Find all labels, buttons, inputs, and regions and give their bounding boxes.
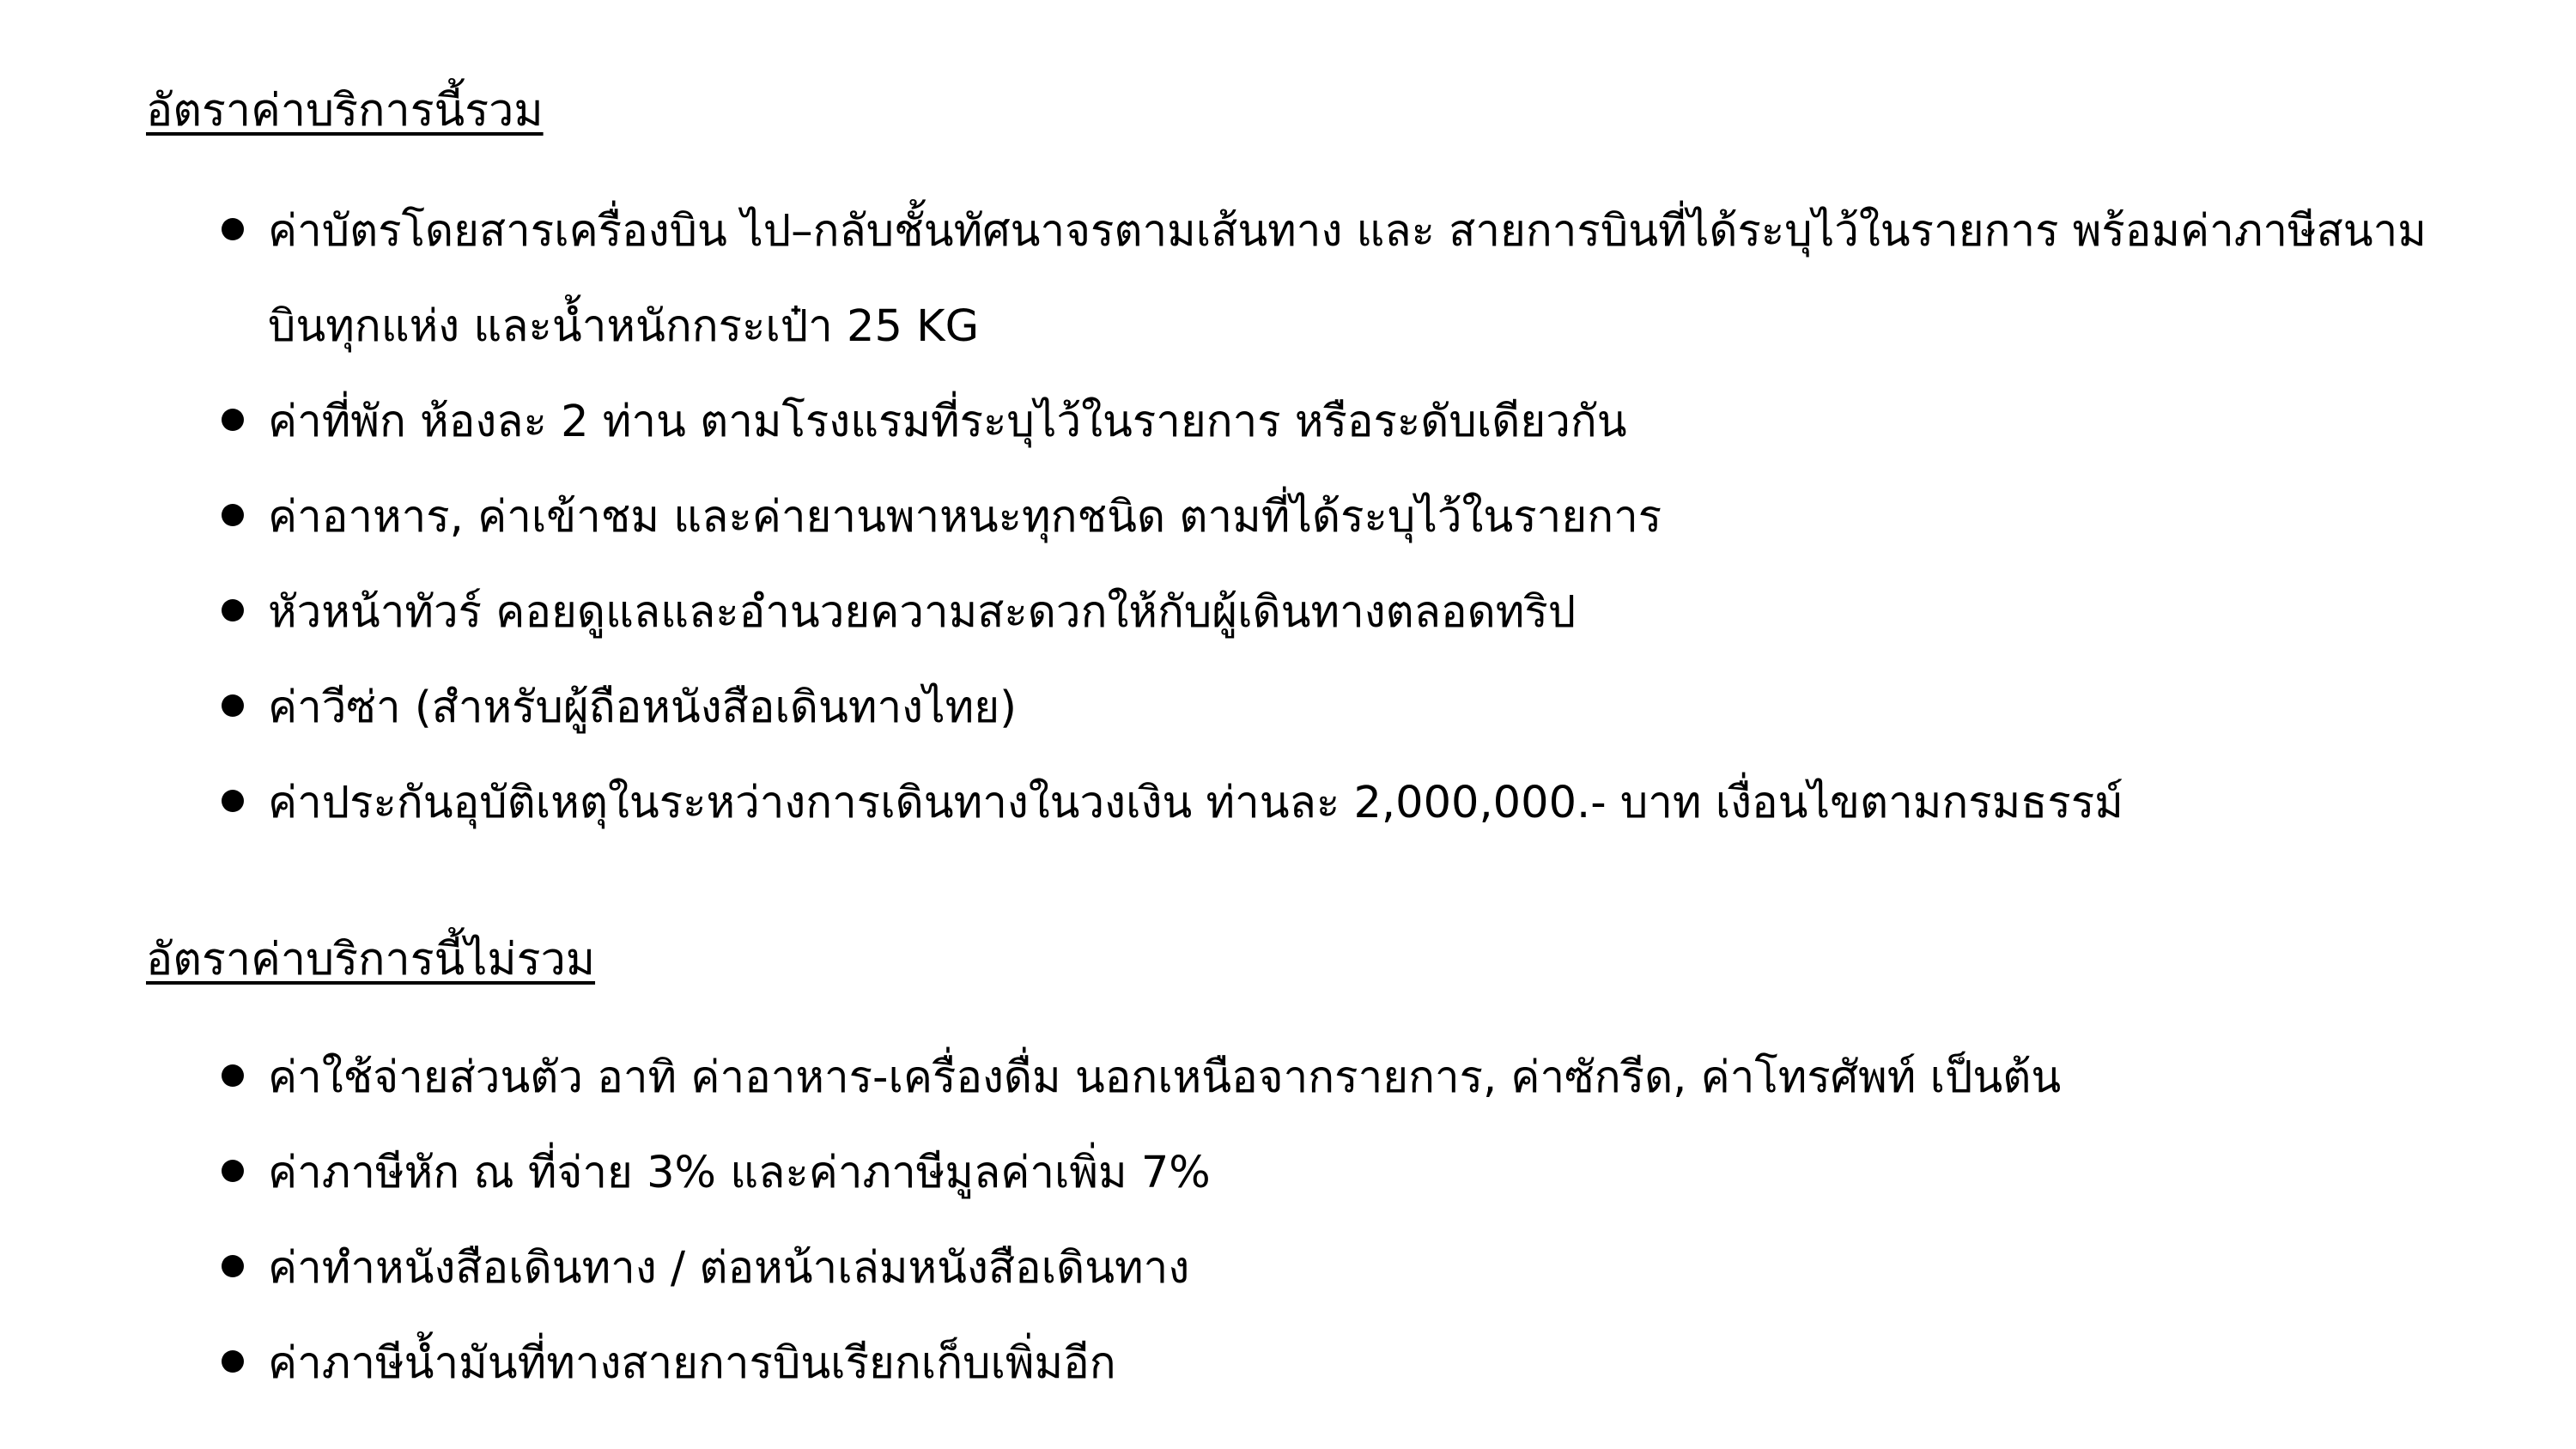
list-item	[0, 660, 2466, 755]
bullet-icon	[222, 504, 244, 526]
bullet-icon	[222, 694, 244, 717]
list-item-text: ค่าบัตรโดยสารเครื่องบิน ไป–กลับชั้นทัศนาจรตามเส้นทาง และ สายการบินที่ได้ระบุไว้ในรายการ พร้อมค่าภาษีสนามบินทุกแห่ง และน้ำหนักกระเป๋า 25 KG	[268, 206, 2427, 352]
list-item	[0, 184, 2466, 374]
bullet-icon	[222, 218, 244, 240]
included-heading: อัตราค่าบริการนี้รวม	[146, 85, 544, 136]
list-item	[0, 1125, 2466, 1221]
bullet-icon	[222, 599, 244, 621]
list-item-text: ค่าภาษีน้ำมันที่ทางสายการบินเรียกเก็บเพิ่มอีก	[268, 1338, 1116, 1389]
list-item	[0, 1030, 2466, 1125]
included-list	[0, 184, 2576, 851]
list-item	[0, 1221, 2466, 1316]
bullet-icon	[222, 409, 244, 431]
list-item-text: หัวหน้าทัวร์ คอยดูแลและอำนวยความสะดวกให้กับผู้เดินทางตลอดทริป	[268, 587, 1577, 638]
list-item-text: ค่าวีซ่า (สำหรับผู้ถือหนังสือเดินทางไทย)	[268, 682, 1018, 733]
bullet-icon	[222, 790, 244, 812]
list-item-text: ค่าภาษีหัก ณ ที่จ่าย 3% และค่าภาษีมูลค่าเพิ่ม 7%	[268, 1148, 1211, 1198]
bullet-icon	[222, 1350, 244, 1373]
list-item	[0, 374, 2466, 470]
list-item	[0, 565, 2466, 660]
list-item-text: ค่าทำหนังสือเดินทาง / ต่อหน้าเล่มหนังสือเดินทาง	[268, 1243, 1190, 1294]
list-item	[0, 755, 2466, 851]
list-item	[0, 470, 2466, 565]
list-item-text: ค่าที่พัก ห้องละ 2 ท่าน ตามโรงแรมที่ระบุไว้ในรายการ หรือระดับเดียวกัน	[268, 397, 1627, 447]
list-item-text: ค่าอาหาร, ค่าเข้าชม และค่ายานพาหนะทุกชนิด ตามที่ได้ระบุไว้ในรายการ	[268, 492, 1662, 543]
bullet-icon	[222, 1160, 244, 1182]
list-item	[0, 1316, 2466, 1411]
excluded-list	[0, 1030, 2576, 1411]
bullet-icon	[222, 1064, 244, 1087]
bullet-icon	[222, 1255, 244, 1277]
list-item-text: ค่าใช้จ่ายส่วนตัว อาทิ ค่าอาหาร-เครื่องดื่ม นอกเหนือจากรายการ, ค่าซักรีด, ค่าโทรศัพท์ เป็นต้น	[268, 1052, 2062, 1103]
list-item-text: ค่าประกันอุบัติเหตุในระหว่างการเดินทางในวงเงิน ท่านละ 2,000,000.- บาท เงื่อนไขตามกรมธรรม์	[268, 778, 2123, 828]
excluded-heading: อัตราค่าบริการนี้ไม่รวม	[146, 934, 596, 985]
